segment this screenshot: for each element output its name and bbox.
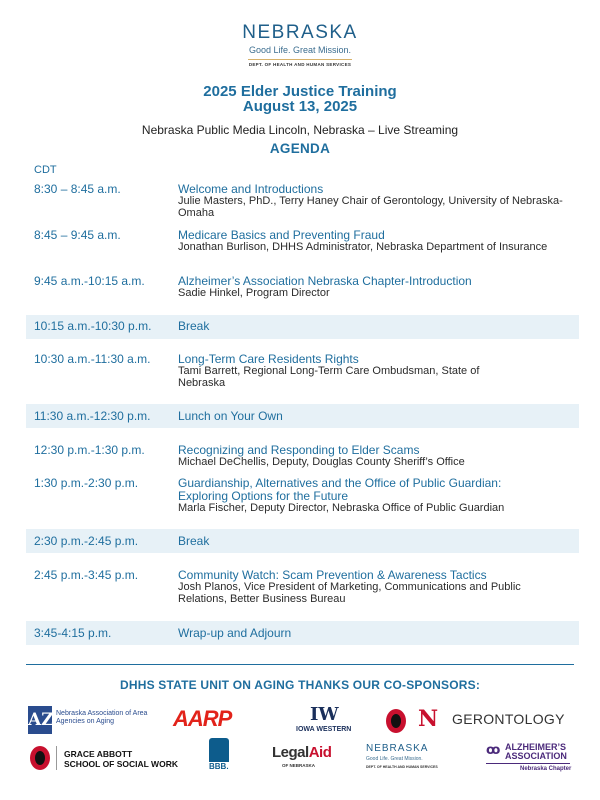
alzheimers-line2: ASSOCIATION — [505, 751, 567, 761]
section-divider — [26, 664, 574, 665]
agenda-presenter: Josh Planos, Vice President of Marketing, Communications and Public Relations, Better Business Bureau — [178, 581, 521, 605]
grace-abbott-line2: SCHOOL OF SOCIAL WORK — [64, 759, 178, 769]
agenda-title: Break — [178, 534, 210, 548]
agenda-presenter: Sadie Hinkel, Program Director — [178, 287, 330, 299]
agenda-item — [26, 274, 579, 306]
agenda-presenter: Michael DeChellis, Deputy, Douglas County Sheriff’s Office — [178, 456, 465, 468]
grace-abbott-name — [64, 749, 178, 769]
bbb-name: BBB. — [209, 762, 229, 771]
agenda-title: Wrap-up and Adjourn — [178, 626, 292, 640]
event-venue: Nebraska Public Media Lincoln, Nebraska – Live Streaming — [141, 123, 459, 137]
iowa-western-logo-icon: IW — [310, 704, 339, 725]
agenda-time: 12:30 p.m.-1:30 p.m. — [34, 443, 145, 457]
agenda-title: Alzheimer’s Association Nebraska Chapter-Introduction — [178, 274, 472, 288]
nebraska-tagline: Good Life. Great Mission. — [248, 45, 352, 55]
logo-divider — [248, 59, 352, 60]
agenda-time: 10:30 a.m.-11:30 a.m. — [34, 352, 151, 366]
agenda-title: Lunch on Your Own — [178, 409, 283, 423]
agenda-time: 2:45 p.m.-3:45 p.m. — [34, 568, 139, 582]
agenda-time: 8:30 – 8:45 a.m. — [34, 182, 121, 196]
agenda-time: 1:30 p.m.-2:30 p.m. — [34, 476, 139, 490]
iowa-western-name: IOWA WESTERN — [296, 726, 352, 733]
agenda-item — [26, 352, 579, 396]
agenda-title-line2: Exploring Options for the Future — [178, 489, 349, 503]
uno-o-icon — [30, 746, 50, 770]
timezone-label: CDT — [34, 164, 57, 176]
n4a-logo-icon: AZ — [28, 706, 52, 734]
agenda-item-lunch — [26, 404, 579, 428]
agenda-item — [26, 443, 579, 475]
unl-n-icon: N — [418, 706, 439, 732]
agenda-item-break — [26, 529, 579, 553]
agenda-title: Community Watch: Scam Prevention & Awareness Tactics — [178, 568, 487, 582]
agenda-title: Long-Term Care Residents Rights — [178, 352, 359, 366]
legal-aid-word2: Aid — [308, 744, 332, 761]
agenda-title: Medicare Basics and Preventing Fraud — [178, 228, 385, 242]
agenda-presenter: Marla Fischer, Deputy Director, Nebraska Office of Public Guardian — [178, 502, 505, 514]
dhhs-logo — [0, 22, 600, 67]
agenda-time: 10:15 a.m.-10:30 p.m. — [34, 319, 152, 333]
agenda-presenter: Julie Masters, PhD., Terry Haney Chair of Gerontology, University of Nebraska-Omaha — [178, 195, 563, 219]
agenda-title: Guardianship, Alternatives and the Office of Public Guardian: — [178, 476, 502, 490]
agenda-heading: AGENDA — [269, 141, 331, 156]
agenda-presenter: Jonathan Burlison, DHHS Administrator, Nebraska Department of Insurance — [178, 241, 548, 253]
logo-separator — [56, 746, 57, 770]
legal-aid-logo — [272, 744, 331, 761]
alzheimers-name — [505, 743, 567, 761]
aarp-logo: AARP — [173, 706, 232, 731]
event-title — [0, 84, 600, 114]
agenda-title: Recognizing and Responding to Elder Scams — [178, 443, 420, 457]
grace-abbott-line1: GRACE ABBOTT — [64, 749, 133, 759]
nebraska-tagline-small: Good Life. Great Mission. — [366, 756, 423, 762]
agenda-item — [26, 228, 579, 272]
legal-aid-word1: Legal — [272, 744, 309, 761]
agenda-time: 9:45 a.m.-10:15 a.m. — [34, 274, 145, 288]
sponsors-heading: DHHS STATE UNIT ON AGING THANKS OUR CO-SPONSORS: — [119, 678, 481, 692]
alzheimers-line1: ALZHEIMER’S — [505, 742, 567, 752]
event-title-line1: 2025 Elder Justice Training — [203, 83, 397, 100]
n4a-name: Nebraska Association of Area Agencies on Aging — [56, 710, 148, 725]
legal-aid-sub: OF NEBRASKA — [282, 763, 316, 768]
agenda-time: 8:45 – 9:45 a.m. — [34, 228, 121, 242]
agenda-time: 2:30 p.m.-2:45 p.m. — [34, 534, 139, 548]
agenda-item — [26, 182, 579, 226]
event-date: August 13, 2025 — [242, 98, 358, 115]
agenda-item — [26, 568, 579, 612]
agenda-item-adjourn — [26, 621, 579, 645]
agenda-title: Break — [178, 319, 210, 333]
agenda-time: 11:30 a.m.-12:30 p.m. — [34, 409, 151, 423]
agenda-time: 3:45-4:15 p.m. — [34, 626, 112, 640]
uno-o-icon — [386, 709, 406, 733]
agenda-title: Welcome and Introductions — [178, 182, 324, 196]
alzheimers-rule — [486, 763, 570, 764]
agenda-presenter: Tami Barrett, Regional Long-Term Care Ombudsman, State of Nebraska — [178, 365, 480, 389]
dept-name: DEPT. OF HEALTH AND HUMAN SERVICES — [248, 62, 352, 67]
alzheimers-chapter: Nebraska Chapter — [520, 766, 572, 772]
dept-name-small: DEPT. OF HEALTH AND HUMAN SERVICES — [366, 765, 438, 769]
bbb-torch-icon — [209, 738, 229, 762]
agenda-item-break — [26, 315, 579, 339]
agenda-item — [26, 476, 579, 522]
alzheimers-logo-icon: ꝏ — [486, 742, 501, 757]
nebraska-wordmark: NEBRASKA — [242, 22, 358, 43]
nebraska-wordmark-small: NEBRASKA — [366, 743, 429, 754]
gerontology-name: GERONTOLOGY — [452, 711, 565, 727]
